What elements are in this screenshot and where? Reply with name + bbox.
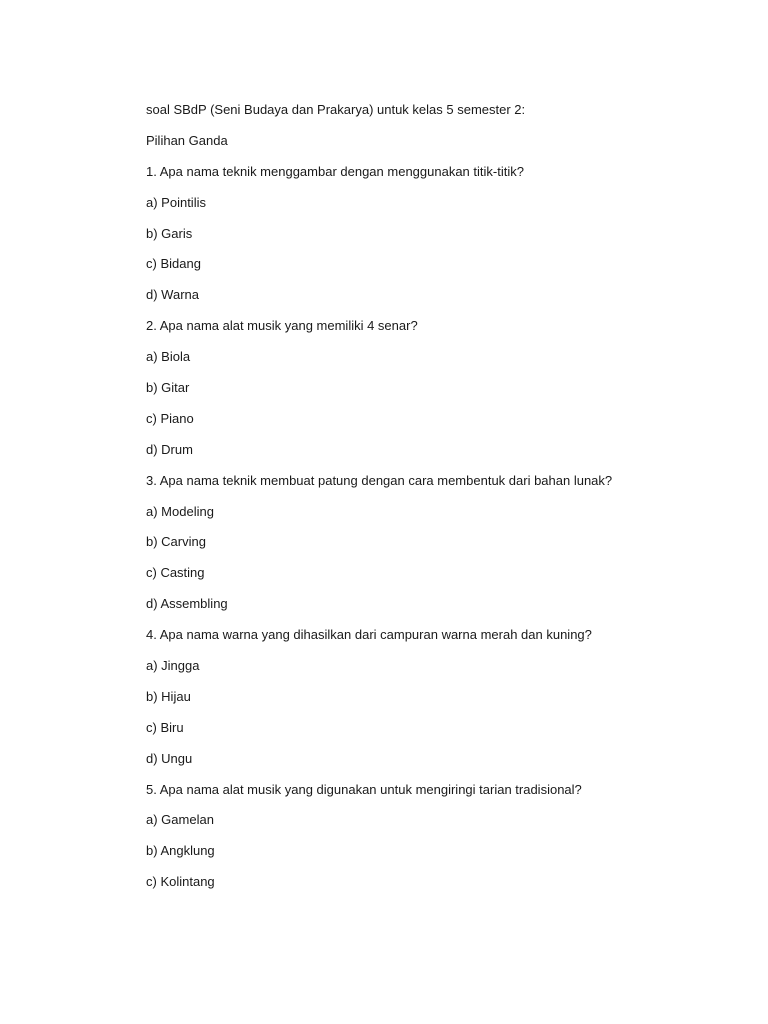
answer-option: c) Bidang xyxy=(146,256,201,272)
answer-option: b) Carving xyxy=(146,534,206,550)
question-text: 5. Apa nama alat musik yang digunakan untuk mengiringi tarian tradisional? xyxy=(146,781,582,797)
intro-text: soal SBdP (Seni Budaya dan Prakarya) untuk kelas 5 semester 2: xyxy=(146,102,526,117)
answer-option: d) Warna xyxy=(146,287,199,303)
document-body xyxy=(146,102,706,905)
answer-option: a) Pointilis xyxy=(146,194,206,210)
answer-option: c) Kolintang xyxy=(146,874,215,890)
answer-option: a) Modeling xyxy=(146,503,214,519)
answer-option: b) Garis xyxy=(146,225,193,241)
answer-option: a) Jingga xyxy=(146,658,200,674)
answer-option: c) Biru xyxy=(146,719,184,735)
question-text: 3. Apa nama teknik membuat patung dengan cara membentuk dari bahan lunak? xyxy=(146,472,613,488)
answer-option: c) Casting xyxy=(146,565,205,581)
answer-option: a) Gamelan xyxy=(146,812,214,828)
answer-option: b) Angklung xyxy=(146,843,215,859)
answer-option: c) Piano xyxy=(146,410,194,426)
answer-option: b) Gitar xyxy=(146,380,190,396)
section-title: Pilihan Ganda xyxy=(146,132,228,148)
question-text: 4. Apa nama warna yang dihasilkan dari campuran warna merah dan kuning? xyxy=(146,627,592,643)
question-text: 1. Apa nama teknik menggambar dengan menggunakan titik-titik? xyxy=(146,163,524,179)
answer-option: d) Ungu xyxy=(146,750,193,766)
answer-option: a) Biola xyxy=(146,349,191,365)
answer-option: d) Drum xyxy=(146,441,193,457)
answer-option: d) Assembling xyxy=(146,596,228,612)
answer-option: b) Hijau xyxy=(146,688,191,704)
question-text: 2. Apa nama alat musik yang memiliki 4 senar? xyxy=(146,318,418,334)
